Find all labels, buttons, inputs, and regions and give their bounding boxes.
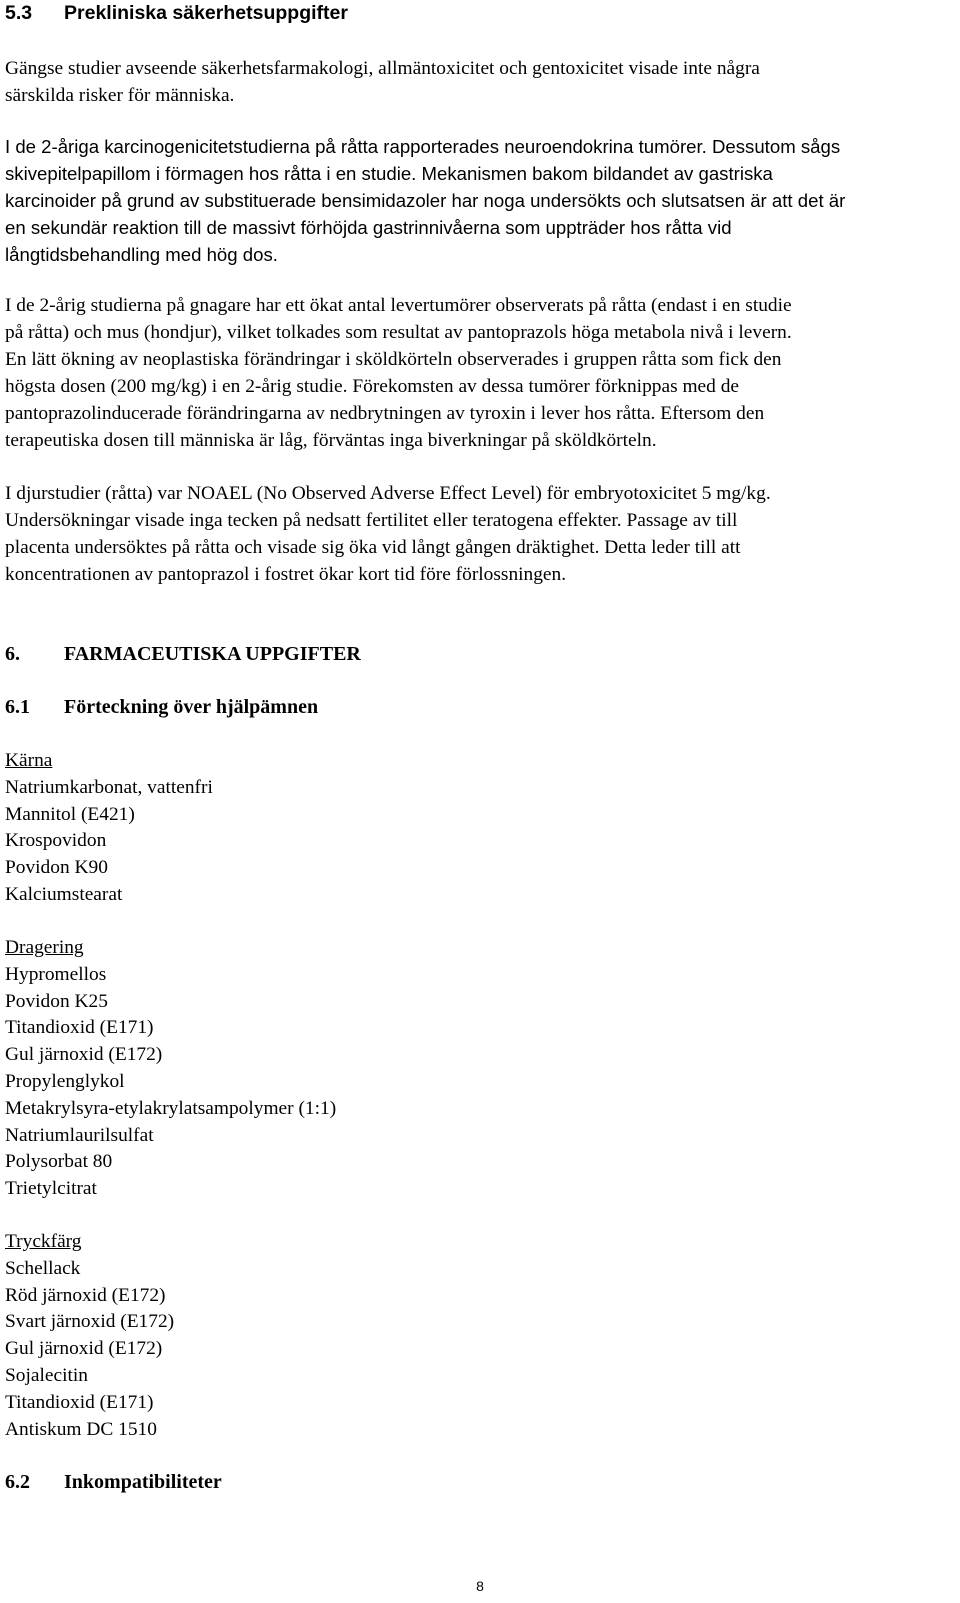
list-item: Gul järnoxid (E172) bbox=[5, 1338, 163, 1360]
list-item: Krospovidon bbox=[5, 830, 107, 852]
list-item: Titandioxid (E171) bbox=[5, 1017, 154, 1039]
section-6-heading bbox=[5, 641, 361, 668]
list-item: Natriumlaurilsulfat bbox=[5, 1124, 154, 1146]
list-item: Gul järnoxid (E172) bbox=[5, 1044, 163, 1066]
list-item: Antiskum DC 1510 bbox=[5, 1418, 157, 1440]
list-item: Povidon K25 bbox=[5, 990, 108, 1012]
list-item: Sojalecitin bbox=[5, 1364, 88, 1386]
paragraph-line: I djurstudier (råtta) var NOAEL (No Observed Adverse Effect Level) för embryotoxicitet 5 mg/kg. bbox=[5, 483, 771, 504]
section-number: 6.1 bbox=[5, 696, 30, 718]
paragraph-line: Gängse studier avseende säkerhetsfarmakologi, allmäntoxicitet och gentoxicitet visade inte några bbox=[5, 58, 760, 79]
section-title: Prekliniska säkerhetsuppgifter bbox=[64, 2, 348, 24]
list-item: Schellack bbox=[5, 1257, 81, 1279]
section-5-3-heading bbox=[5, 0, 348, 27]
list-item: Mannitol (E421) bbox=[5, 803, 135, 825]
section-6-2-heading bbox=[5, 1469, 222, 1496]
list-item: Röd järnoxid (E172) bbox=[5, 1284, 166, 1306]
section-number: 6. bbox=[5, 643, 20, 665]
paragraph-line: Undersökningar visade inga tecken på nedsatt fertilitet eller teratogena effekter. Passage av till bbox=[5, 510, 738, 531]
paragraph-line: En lätt ökning av neoplastiska förändringar i sköldkörteln observerades i gruppen råtta som fick den bbox=[5, 349, 782, 370]
list-item: Trietylcitrat bbox=[5, 1178, 97, 1200]
list-item: Titandioxid (E171) bbox=[5, 1391, 154, 1413]
paragraph-line: långtidsbehandling med hög dos. bbox=[5, 244, 278, 265]
list-subheading: Kärna bbox=[5, 750, 53, 771]
paragraph-line: en sekundär reaktion till de massivt förhöjda gastrinnivåerna som uppträder hos råtta vid bbox=[5, 217, 732, 238]
excipient-list-karna bbox=[5, 748, 213, 909]
paragraph-line: terapeutiska dosen till människa är låg, förväntas inga biverkningar på sköldkörteln. bbox=[5, 430, 657, 451]
list-item: Kalciumstearat bbox=[5, 883, 123, 905]
text-segment: skivepitelpapillom i förmagen hos råtta i en studie. bbox=[5, 163, 417, 184]
list-subheading: Tryckfärg bbox=[5, 1231, 82, 1252]
list-item: Propylenglykol bbox=[5, 1070, 125, 1092]
paragraph-line: I de 2-årig studierna på gnagare har ett ökat antal levertumörer observerats på råtta (endast i en studie bbox=[5, 295, 792, 316]
section-title: Förteckning över hjälpämnen bbox=[64, 696, 319, 718]
section-title: Inkompatibiliteter bbox=[64, 1471, 222, 1493]
paragraph-line: högsta dosen (200 mg/kg) i en 2-årig studie. Förekomsten av dessa tumörer förknippas med de bbox=[5, 376, 739, 397]
paragraph-line: särskilda risker för människa. bbox=[5, 85, 235, 106]
paragraph-line: I de 2-åriga karcinogenicitetstudierna på råtta rapporterades neuroendokrina tumörer. Dessutom sågs bbox=[5, 136, 841, 157]
list-item: Svart järnoxid (E172) bbox=[5, 1311, 175, 1333]
text-segment: Mekanismen bakom bildandet av gastriska bbox=[416, 163, 773, 184]
list-item: Natriumkarbonat, vattenfri bbox=[5, 776, 213, 798]
list-item: Polysorbat 80 bbox=[5, 1151, 113, 1173]
page-number: 8 bbox=[476, 1578, 484, 1594]
excipient-list-tryckfarg bbox=[5, 1229, 174, 1443]
paragraph-line bbox=[5, 160, 773, 187]
paragraph-line: karcinoider på grund av substituerade bensimidazoler har noga undersökts och slutsatsen är att det är bbox=[5, 190, 846, 211]
excipient-list-dragering bbox=[5, 935, 336, 1203]
list-item: Povidon K90 bbox=[5, 857, 108, 879]
paragraph-line: koncentrationen av pantoprazol i fostret ökar kort tid före förlossningen. bbox=[5, 564, 567, 585]
paragraph-line: pantoprazolinducerade förändringarna av nedbrytningen av tyroxin i lever hos råtta. Eftersom den bbox=[5, 403, 765, 424]
list-subheading: Dragering bbox=[5, 937, 84, 958]
section-number: 5.3 bbox=[5, 2, 33, 24]
paragraph-line: placenta undersöktes på råtta och visade sig öka vid långt gången dräktighet. Detta leder till att bbox=[5, 537, 741, 558]
paragraph-line: på råtta) och mus (hondjur), vilket tolkades som resultat av pantoprazols höga metabola nivå i levern. bbox=[5, 322, 792, 343]
section-number: 6.2 bbox=[5, 1471, 30, 1493]
list-item: Metakrylsyra-etylakrylatsampolymer (1:1) bbox=[5, 1097, 337, 1119]
list-item: Hypromellos bbox=[5, 963, 107, 985]
section-title: FARMACEUTISKA UPPGIFTER bbox=[64, 643, 361, 665]
section-6-1-heading bbox=[5, 694, 318, 721]
